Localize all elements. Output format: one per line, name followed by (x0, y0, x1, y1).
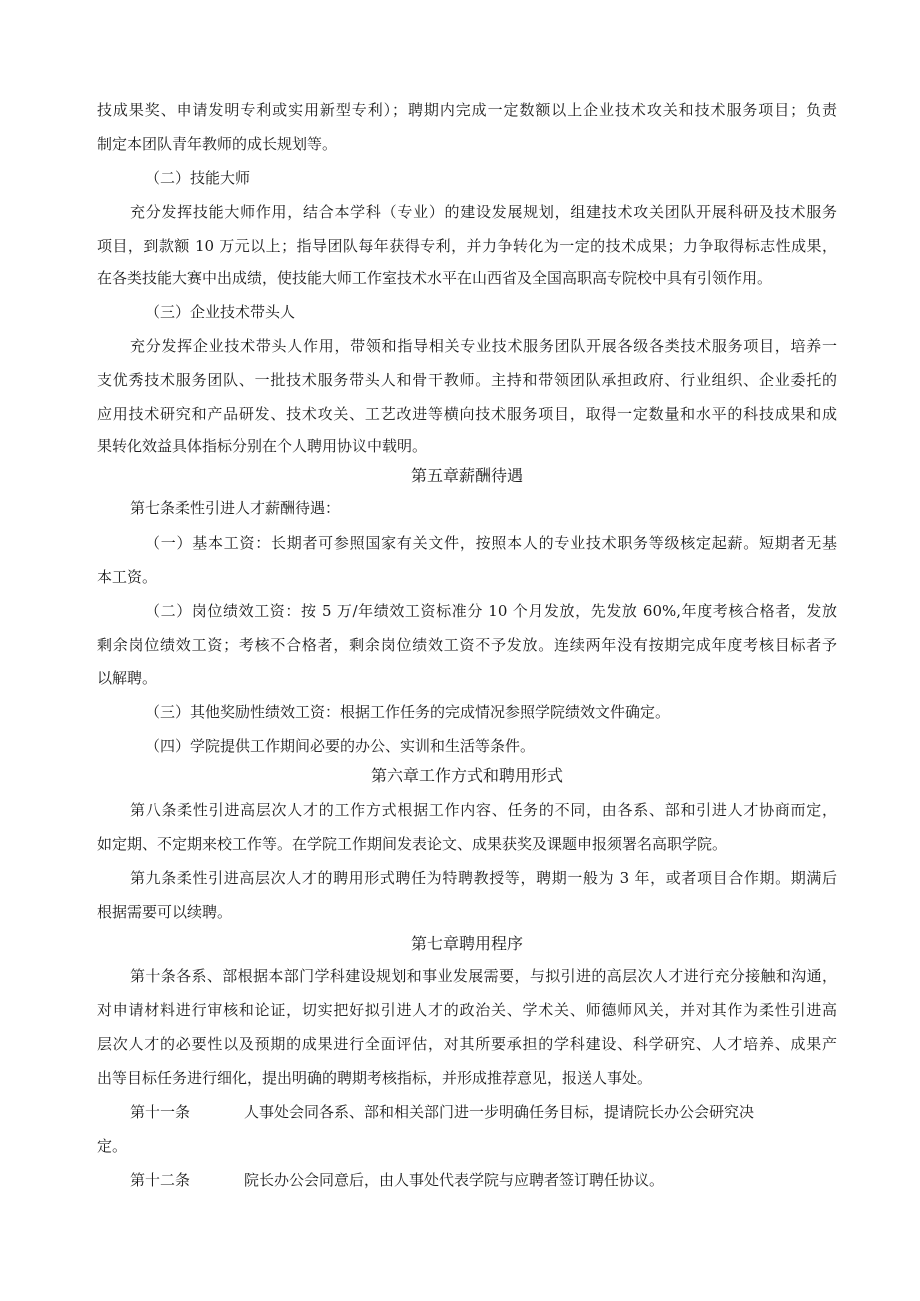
paragraph-line: 果转化效益具体指标分别在个人聘用协议中载明。 (97, 437, 428, 455)
paragraph-line: 出等目标任务进行细化，提出明确的聘期考核指标，并形成推荐意见，报送人事处。 (97, 1069, 653, 1087)
article-label: 第十一条 (130, 1103, 191, 1121)
paragraph-line: 如定期、不定期来校工作等。在学院工作期间发表论文、成果获奖及课题申报须署名高职学院。 (97, 835, 728, 853)
paragraph-line: 层次人才的必要性以及预期的成果进行全面评估，对其所要承担的学科建设、科学研究、人才培养、成果产 (97, 1035, 837, 1053)
article-line (130, 1170, 837, 1190)
paragraph-line: 在各类技能大赛中出成绩，使技能大师工作室技术水平在山西省及全国高职高专院校中具有引领作用。 (97, 269, 773, 287)
paragraph-line: 第九条柔性引进高层次人才的聘用形式聘任为特聘教授等，聘期一般为 3 年，或者项目合作期。期满后 (130, 869, 837, 887)
article-line: 第七条柔性引进人才薪酬待遇： (130, 499, 341, 517)
paragraph-line: 应用技术研究和产品研发、技术攻关、工艺改进等横向技术服务项目，取得一定数量和水平的科技成果和成 (97, 405, 837, 423)
paragraph-line: 第十条各系、部根据本部门学科建设规划和事业发展需要，与拟引进的高层次人才进行充分接触和沟通， (130, 967, 837, 985)
paragraph-line: 充分发挥技能大师作用，结合本学科（专业）的建设发展规划，组建技术攻关团队开展科研及技术服务 (130, 203, 837, 221)
article-text: 人事处会同各系、部和相关部门进一步明确任务目标，提请院长办公会研究决 (244, 1103, 755, 1121)
section-heading: （三）企业技术带头人 (145, 303, 296, 321)
paragraph-line: 制定本团队青年教师的成长规划等。 (97, 135, 338, 153)
chapter-title: 第七章聘用程序 (410, 934, 523, 953)
paragraph-line: 充分发挥企业技术带头人作用，带领和指导相关专业技术服务团队开展各级各类技术服务项目，培养一 (130, 337, 837, 355)
chapter-title: 第五章薪酬待遇 (410, 466, 523, 485)
paragraph-line: （二）岗位绩效工资：按 5 万/年绩效工资标准分 10 个月发放，先发放 60%,年度考核合格者，发放 (145, 602, 837, 620)
paragraph-line: （四）学院提供工作期间必要的办公、实训和生活等条件。 (145, 737, 536, 755)
article-text: 院长办公会同意后，由人事处代表学院与应聘者签订聘任协议。 (244, 1171, 665, 1189)
paragraph-line: 技成果奖、申请发明专利或实用新型专利）；聘期内完成一定数额以上企业技术攻关和技术服务项目；负责 (97, 101, 837, 119)
paragraph-line: 对申请材料进行审核和论证，切实把好拟引进人才的政治关、学术关、师德师风关，并对其作为柔性引进高 (97, 1001, 837, 1019)
paragraph-line: （三）其他奖励性绩效工资：根据工作任务的完成情况参照学院绩效文件确定。 (145, 703, 671, 721)
paragraph-line: 本工资。 (97, 568, 158, 586)
paragraph-line: 以解聘。 (97, 669, 158, 687)
paragraph-line: （一）基本工资：长期者可参照国家有关文件，按照本人的专业技术职务等级核定起薪。短期者无基 (145, 534, 837, 552)
paragraph-line: 定。 (97, 1137, 128, 1155)
paragraph-line: 剩余岗位绩效工资；考核不合格者，剩余岗位绩效工资不予发放。连续两年没有按期完成年度考核目标者予 (97, 636, 837, 654)
paragraph-line: 第八条柔性引进高层次人才的工作方式根据工作内容、任务的不同，由各系、部和引进人才协商而定， (130, 801, 837, 819)
paragraph-line: 支优秀技术服务团队、一批技术服务带头人和骨干教师。主持和带领团队承担政府、行业组织、企业委托的 (97, 371, 837, 389)
paragraph-line: 项目，到款额 10 万元以上；指导团队每年获得专利，并力争转化为一定的技术成果；力争取得标志性成果， (97, 237, 837, 255)
article-line (130, 1102, 837, 1122)
paragraph-line: 根据需要可以续聘。 (97, 903, 233, 921)
section-heading: （二）技能大师 (145, 169, 251, 187)
article-label: 第十二条 (130, 1171, 191, 1189)
chapter-title: 第六章工作方式和聘用形式 (370, 766, 563, 785)
